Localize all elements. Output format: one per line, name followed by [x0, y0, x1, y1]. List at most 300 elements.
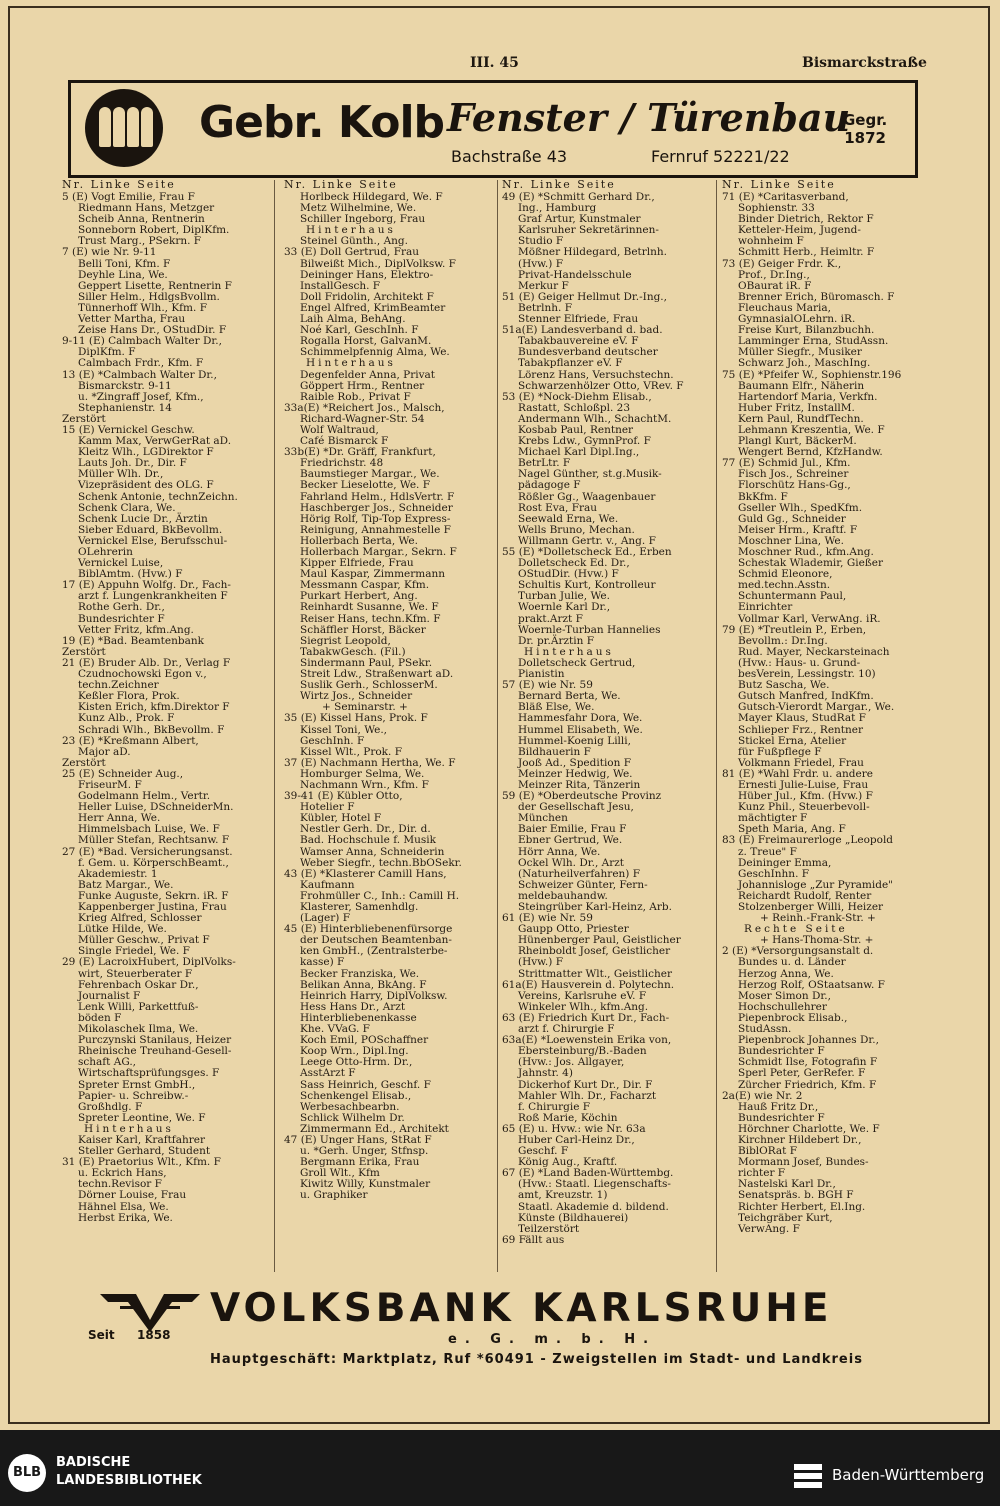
directory-entry: Mikolaschek Ilma, We. [78, 1023, 199, 1036]
directory-entry: Ing., Hamburg [518, 202, 597, 215]
directory-entry: Hochschullehrer [738, 1000, 827, 1013]
directory-entry: Purczynski Stanilaus, Heizer [78, 1034, 232, 1047]
directory-entry: Schenk Antonie, technZeichn. [78, 490, 238, 503]
directory-entry: Jahnstr. 4) [518, 1067, 573, 1080]
kolb-phone: Fernruf 52221/22 [651, 147, 790, 166]
directory-entry: Müller Stefan, Rechtsanw. F [78, 834, 230, 847]
directory-entry: Graf Artur, Kunstmaler [518, 213, 641, 226]
directory-entry: Dörner Louise, Frau [78, 1189, 187, 1202]
directory-entry: 83 (E) Freimaurerloge „Leopold [722, 834, 894, 847]
directory-entry: Wolf Waltraud, [300, 423, 379, 436]
kolb-founded-label: Gegr. [843, 111, 888, 129]
directory-entry: (Hvw.: Haus- u. Grund- [738, 656, 861, 669]
directory-entry: Winkeler Wlh., kfm.Ang. [518, 1000, 649, 1013]
directory-entry: Schimmelpfennig Alma, We. [300, 346, 450, 359]
directory-entry: f. Chirurgie F [518, 1100, 591, 1113]
directory-entry: Godelmann Helm., Vertr. [78, 790, 211, 803]
directory-entry: + Hans-Thoma-Str. + [760, 934, 874, 947]
directory-entry: u. Graphiker [300, 1189, 368, 1202]
directory-entry: Michael Karl Dipl.Ing., [518, 446, 640, 459]
directory-entry: Schuntermann Paul, [738, 590, 847, 603]
directory-entry: Streit Ldw., Straßenwart aD. [300, 668, 454, 681]
directory-entry: OLehrerin [78, 546, 133, 558]
directory-entry: Schiller Ingeborg, Frau [300, 213, 426, 226]
directory-entry: Ockel Wlh. Dr., Arzt [518, 856, 624, 869]
directory-entry: Merkur F [518, 279, 569, 292]
directory-entry: Seewald Erna, We. [518, 512, 619, 525]
directory-entry: Hauß Fritz Dr., [738, 1100, 819, 1113]
directory-entry: 69 Fällt aus [502, 1233, 565, 1246]
directory-entry: Sonneborn Robert, DiplKfm. [78, 224, 230, 237]
directory-entry: Mößner Hildegard, Betrlnh. [518, 246, 668, 259]
directory-entry: Bevollm.: Dr.Ing. [738, 634, 828, 647]
directory-entry: Müller Wlh. Dr., [78, 468, 164, 481]
directory-entry: Hummel-Koenig Lilli, [518, 734, 631, 747]
directory-entry: Hörr Anna, We. [518, 845, 601, 858]
directory-entry: Trust Marg., PSekrn. F [78, 235, 202, 248]
directory-column-4 [722, 178, 932, 1274]
directory-entry: arzt f. Lungenkrankheiten F [78, 590, 228, 603]
directory-entry: Doll Fridolin, Architekt F [300, 290, 434, 303]
directory-entry: Zürcher Friedrich, Kfm. F [738, 1078, 877, 1091]
directory-entry: 73 (E) Geiger Frdr. K., [722, 257, 842, 270]
directory-entry: 59 (E) *Oberdeutsche Provinz [502, 790, 662, 803]
directory-entry: GeschInhn. F [738, 867, 810, 880]
directory-entry: 51 (E) Geiger Hellmut Dr.-Ing., [502, 290, 667, 303]
directory-entry: Schlieper Frz., Rentner [738, 723, 864, 736]
directory-entry: Bundesverband deutscher [518, 346, 658, 359]
directory-entry: Fleuchaus Maria, [738, 301, 831, 314]
directory-entry: Kissel Wlt., Prok. F [300, 745, 403, 758]
directory-entry: DiplKfm. F [78, 346, 136, 359]
directory-entry: Maul Kaspar, Zimmermann [300, 568, 446, 581]
directory-entry: Heinrich Harry, DiplVolksw. [300, 989, 448, 1002]
directory-entry: Florschütz Hans-Gg., [738, 479, 851, 492]
directory-entry: Bundesrichter F [78, 612, 165, 625]
directory-entry: 33b(E) *Dr. Gräff, Frankfurt, [284, 446, 436, 459]
directory-entry: Bergmann Erika, Frau [300, 1156, 420, 1169]
directory-entry: Schmid Eleonore, [738, 568, 833, 581]
directory-entry: TabakwGesch. (Fil.) [300, 645, 406, 658]
directory-entry: Willmann Gertr. v., Ang. F [518, 534, 656, 547]
directory-entry: Riedmann Hans, Metzger [78, 202, 215, 215]
directory-entry: Bad. Hochschule f. Musik [300, 834, 437, 847]
directory-entry: Vernickel Else, Berufsschul- [78, 534, 228, 547]
directory-entry: Vollmar Karl, VerwAng. iR. [738, 612, 881, 625]
directory-entry: 77 (E) Schmid Jul., Kfm. [722, 457, 851, 470]
directory-entry: Bilweißt Mich., DiplVolksw. F [300, 257, 456, 270]
directory-entry: Klasterer, Samenhdlg. [300, 901, 419, 913]
directory-entry: Nagel Günther, st.g.Musik- [518, 468, 662, 481]
directory-column-3 [502, 178, 712, 1274]
directory-entry: Müller Geschw., Privat F [78, 934, 210, 947]
directory-entry: Himmelsbach Luise, We. F [78, 823, 220, 836]
directory-entry: Bismarckstr. 9-11 [78, 379, 172, 392]
directory-entry: Lehmann Kreszentia, We. F [738, 423, 885, 436]
baden-wuerttemberg-label: Baden-Württemberg [832, 1466, 985, 1484]
directory-entry: Keßler Flora, Prok. [78, 690, 180, 703]
directory-entry: Kappenberger Justina, Frau [78, 901, 227, 913]
volksbank-advertisement [50, 1282, 950, 1382]
directory-entry: Hinterhaus [524, 645, 614, 658]
directory-entry: Single Friedel, We. F [78, 945, 190, 958]
directory-entry: 29 (E) LacroixHubert, DiplVolks- [62, 956, 236, 969]
directory-entry: Staatl. Akademie d. bildend. [518, 1200, 669, 1213]
directory-entry: Bläß Else, We. [518, 701, 595, 714]
directory-entry: Reinigung, Annahmestelle F [300, 523, 451, 536]
directory-entry: Dickerhof Kurt Dr., Dir. F [518, 1078, 653, 1091]
directory-entry: Moschner Rud., kfm.Ang. [738, 546, 874, 558]
directory-entry: Meinzer Rita, Tänzerin [518, 778, 641, 791]
directory-entry: Kosbab Paul, Rentner [518, 423, 634, 436]
directory-entry: Spreter Leontine, We. F [78, 1111, 206, 1124]
directory-entry: amt, Kreuzstr. 1) [518, 1189, 608, 1202]
directory-entry: Jooß Ad., Spedition F [518, 756, 632, 769]
directory-entry: schaft AG., [78, 1056, 137, 1069]
directory-entry: wohnheim F [738, 235, 804, 248]
directory-entry: Kamm Max, VerwGerRat aD. [78, 435, 232, 448]
directory-entry: Kunz Phil., Steuerbevoll- [738, 801, 870, 814]
blb-name-line-1: BADISCHE [56, 1455, 131, 1470]
directory-entry: Teilzerstört [518, 1222, 580, 1235]
directory-entry: Woernle-Turban Hannelies [518, 623, 661, 636]
directory-entry: z. Treue" F [738, 845, 797, 858]
directory-entry: Sophienstr. 33 [738, 202, 815, 215]
directory-entry: Schradi Wlh., BkBevollm. F [78, 723, 225, 736]
directory-entry: Nestler Gerh. Dr., Dir. d. [300, 823, 431, 836]
directory-entry: prakt.Arzt F [518, 612, 583, 625]
directory-column-2 [284, 178, 494, 1274]
directory-entry: richter F [738, 1167, 786, 1180]
directory-entry: Schwarz Joh., MaschIng. [738, 357, 871, 370]
directory-entry: Ernesti Julie-Luise, Frau [738, 778, 869, 791]
directory-entry: Rud. Mayer, Neckarsteinach [738, 645, 890, 658]
directory-entry: Leege Otto-Hrm. Dr., [300, 1056, 413, 1069]
directory-entry: 13 (E) *Calmbach Walter Dr., [62, 368, 217, 381]
directory-entry: Schultis Kurt, Kontrolleur [518, 579, 656, 592]
blb-logo-icon: BLB [8, 1454, 46, 1492]
directory-entry: Woernle Karl Dr., [518, 601, 611, 614]
directory-entry: Calmbach Frdr., Kfm. F [78, 357, 204, 370]
directory-entry: GeschInh. F [300, 734, 365, 747]
directory-entry: 65 (E) u. Hvw.: wie Nr. 63a [502, 1122, 646, 1135]
directory-entry: Plangl Kurt, BäckerM. [738, 435, 857, 448]
directory-entry: König Aug., Kraftf. [518, 1156, 618, 1169]
directory-entry: Suslik Gerh., SchlosserM. [300, 679, 438, 692]
directory-entry: Lauts Joh. Dr., Dir. F [78, 457, 187, 470]
directory-entry: Rastatt, Schloßpl. 23 [518, 401, 631, 414]
directory-entry: Nastelski Karl Dr., [738, 1178, 836, 1191]
directory-entry: Zerstört [62, 412, 106, 425]
page-number: III. 45 [470, 55, 519, 71]
directory-entry: Gutsch Manfred, IndKfm. [738, 690, 874, 703]
directory-entry: Hörchner Charlotte, We. F [738, 1122, 880, 1135]
directory-entry: Metz Wilhelmine, We. [300, 202, 417, 215]
directory-entry: Deyhle Lina, We. [78, 268, 168, 281]
directory-entry: Betrlnh. F [518, 301, 573, 314]
directory-entry: Schestak Wlademir, Gießer [738, 557, 884, 570]
directory-entry: Butz Sascha, We. [738, 679, 830, 692]
directory-entry: Fahrland Helm., HdlsVertr. F [300, 490, 455, 503]
directory-entry: Baumstieger Margar., We. [300, 468, 440, 481]
directory-entry: AsstArzt F [300, 1067, 356, 1080]
directory-entry: f. Gem. u. KörperschBeamt., [78, 856, 229, 869]
kolb-trade: Fenster / Türenbau [447, 95, 851, 140]
directory-entry: Schäffler Horst, Bäcker [300, 623, 426, 636]
directory-entry: Binder Dietrich, Rektor F [738, 213, 874, 226]
directory-entry: Steller Gerhard, Student [78, 1145, 211, 1158]
directory-entry: Journalist F [78, 989, 141, 1002]
directory-entry: 81 (E) *Wahl Frdr. u. andere [722, 767, 873, 780]
directory-entry: Zerstört [62, 645, 106, 658]
directory-entry: Freise Kurt, Bilanzbuchh. [738, 324, 875, 337]
directory-entry: Fehrenbach Oskar Dr., [78, 978, 199, 991]
directory-entry: Rothe Gerh. Dr., [78, 601, 165, 614]
directory-entry: Guld Gg., Schneider [738, 512, 846, 525]
directory-entry: Hartendorf Maria, Verkfn. [738, 390, 878, 403]
directory-entry: 43 (E) *Klasterer Camill Hans, [284, 867, 447, 880]
directory-entry: Lamminger Erna, StudAssn. [738, 335, 889, 348]
directory-entry: 55 (E) *Dolletscheck Ed., Erben [502, 546, 672, 558]
directory-entry: Gaupp Otto, Priester [518, 923, 629, 936]
directory-entry: GymnasialOLehrn. iR. [738, 313, 856, 326]
directory-entry: Steinel Günth., Ang. [300, 235, 408, 248]
directory-entry: Schenkengel Elisab., [300, 1089, 412, 1102]
directory-entry: 25 (E) Schneider Aug., [62, 767, 184, 780]
column-heading: Nr. Linke Seite [62, 178, 176, 191]
directory-entry: Herzog Rolf, OStaatsanw. F [738, 978, 885, 991]
directory-entry: 27 (E) *Bad. Versicherungsanst. [62, 845, 233, 858]
directory-entry: Pianistin [518, 668, 565, 681]
directory-entry: Bernard Berta, We. [518, 690, 621, 703]
directory-entry: 53 (E) *Nock-Diehm Elisab., [502, 390, 652, 403]
kolb-address: Bachstraße 43 [451, 147, 568, 166]
directory-entry: Wirtz Jos., Schneider [300, 690, 413, 703]
directory-entry: Kisten Erich, kfm.Direktor F [78, 701, 230, 714]
directory-entry: Sperl Peter, GerRefer. F [738, 1067, 866, 1080]
directory-entry: Kaiser Karl, Kraftfahrer [78, 1133, 205, 1146]
directory-entry: Fisch Jos., Schreiner [738, 468, 849, 481]
directory-entry: Richard-Wagner-Str. 54 [300, 412, 425, 425]
directory-entry: Vetter Fritz, kfm.Ang. [78, 623, 194, 636]
directory-entry: Ebersteinburg/B.-Baden [518, 1045, 647, 1058]
directory-entry: Schweizer Günter, Fern- [518, 878, 648, 891]
directory-entry: Deininger Emma, [738, 856, 832, 869]
directory-entry: OStudDir. (Hvw.) F [518, 568, 619, 581]
directory-entry: Groll Wlt., Kfm [300, 1167, 380, 1180]
directory-entry: 37 (E) Nachmann Hertha, We. F [284, 756, 456, 769]
directory-entry: Hinterbliebenenkasse [300, 1011, 417, 1024]
volksbank-since-label: Seit [88, 1328, 115, 1342]
directory-entry: + Reinh.-Frank-Str. + [760, 912, 876, 925]
directory-entry: OBaurat iR. F [738, 279, 812, 292]
directory-entry: Lörenz Hans, Versuchstechn. [518, 368, 674, 381]
kolb-founded-year: 1872 [844, 129, 886, 147]
directory-entry: 63a(E) *Loewenstein Erika von, [502, 1034, 672, 1047]
directory-entry: 2 (E) *Versorgungsanstalt d. [722, 945, 874, 958]
directory-entry: Geppert Lisette, Rentnerin F [78, 279, 232, 292]
directory-entry: Rogalla Horst, GalvanM. [300, 335, 432, 348]
directory-entry: Funke Auguste, Sekrn. iR. F [78, 889, 229, 902]
directory-entry: Piepenbrock Johannes Dr., [738, 1034, 879, 1047]
directory-entry: Rechte Seite [744, 923, 848, 936]
directory-entry: 33a(E) *Reichert Jos., Malsch, [284, 401, 445, 414]
directory-entry: BkKfm. F [738, 490, 788, 503]
directory-entry: Reichardt Rudolf, Renter [738, 889, 872, 902]
directory-entry: Kübler, Hotel F [300, 812, 382, 825]
directory-entry: Hollerbach Margar., Sekrn. F [300, 546, 457, 558]
directory-entry: Tabakpflanzer eV. F [518, 357, 623, 370]
library-footer [0, 1430, 1000, 1506]
directory-entry: Wells Bruno, Mechan. [518, 523, 635, 536]
directory-entry: Prof., Dr.Ing., [738, 268, 810, 281]
directory-entry: Vernickel Luise, [78, 557, 164, 570]
directory-entry: Zerstört [62, 756, 106, 769]
directory-entry: 7 (E) wie Nr. 9-11 [62, 246, 157, 259]
directory-entry: BiblAmtm. (Hvw.) F [78, 568, 183, 581]
directory-entry: Hinterhaus [306, 357, 396, 370]
directory-entry: Einrichter [738, 601, 793, 614]
directory-entry: + Seminarstr. + [322, 701, 408, 714]
directory-entry: Lütke Hilde, We. [78, 923, 167, 936]
directory-entry: Koop Wrn., Dipl.Ing. [300, 1045, 409, 1058]
directory-entry: u. *Gerh. Unger, Stfnsp. [300, 1145, 429, 1158]
directory-entry: Horlbeck Hildegard, We. F [300, 191, 443, 203]
directory-entry: Herbst Erika, We. [78, 1211, 173, 1224]
directory-entry: Hummel Elisabeth, We. [518, 723, 643, 736]
directory-entry: Siller Helm., HdlgsBvollm. [78, 290, 220, 303]
directory-entry: Meiser Hrm., Kraftf. F [738, 523, 858, 536]
directory-entry: 9-11 (E) Calmbach Walter Dr., [62, 335, 222, 348]
directory-entry: Vereins, Karlsruhe eV. F [518, 989, 647, 1002]
directory-entry: 49 (E) *Schmitt Gerhard Dr., [502, 191, 655, 203]
directory-entry: 21 (E) Bruder Alb. Dr., Verlag F [62, 656, 231, 669]
directory-entry: 5 (E) Vogt Emilie, Frau F [62, 191, 195, 203]
directory-entry: Herr Anna, We. [78, 812, 161, 825]
directory-entry: Kipper Elfriede, Frau [300, 557, 414, 570]
column-divider [716, 180, 717, 1272]
directory-entry: Sass Heinrich, Geschf. F [300, 1078, 431, 1091]
directory-entry: 75 (E) *Pfeifer W., Sophienstr.196 [722, 368, 902, 381]
directory-entry: 33 (E) Doll Gertrud, Frau [284, 246, 420, 259]
directory-entry: böden F [78, 1011, 122, 1024]
directory-entry: Khe. VVaG. F [300, 1023, 370, 1036]
directory-entry: Friedrichstr. 48 [300, 457, 384, 470]
directory-entry: Johannisloge „Zur Pyramide" [738, 878, 893, 891]
directory-entry: Hotelier F [300, 801, 355, 814]
directory-entry: Huber Fritz, InstallM. [738, 401, 855, 414]
directory-entry: Dolletscheck Ed. Dr., [518, 557, 630, 570]
directory-entry: Rheinische Treuhand-Gesell- [78, 1045, 232, 1058]
directory-entry: Dolletscheck Gertrud, [518, 656, 636, 669]
directory-entry: Meinzer Hedwig, We. [518, 767, 633, 780]
directory-entry: Belikan Anna, BkAng. F [300, 978, 427, 991]
directory-entry: 57 (E) wie Nr. 59 [502, 679, 593, 692]
directory-entry: Brenner Erich, Büromasch. F [738, 290, 895, 303]
directory-entry: Engel Alfred, KrimBeamter [300, 301, 446, 314]
directory-entry: mächtigter F [738, 812, 808, 825]
blb-name [56, 1454, 202, 1490]
directory-entry: Steingrüber Karl-Heinz, Arb. [518, 901, 672, 913]
directory-entry: Piepenbrock Elisab., [738, 1011, 848, 1024]
directory-entry: Schlick Wilhelm Dr. [300, 1111, 405, 1124]
directory-entry: Hess Hans Dr., Arzt [300, 1000, 406, 1013]
column-heading: Nr. Linke Seite [502, 178, 616, 191]
directory-entry: Geschf. F [518, 1145, 569, 1158]
directory-entry: Raible Rob., Privat F [300, 390, 411, 403]
directory-entry: Müller Siegfr., Musiker [738, 346, 862, 359]
directory-entry: (Hvw.) F [518, 257, 563, 270]
directory-entry: 67 (E) *Land Baden-Württembg. [502, 1167, 674, 1180]
directory-entry: Krebs Ldw., GymnProf. F [518, 435, 651, 448]
directory-entry: Künste (Bildhauerei) [518, 1211, 629, 1224]
directory-entry: Ketteler-Heim, Jugend- [738, 224, 861, 237]
directory-entry: 19 (E) *Bad. Beamtenbank [62, 634, 204, 647]
directory-entry: (Hvw.) F [518, 956, 563, 969]
directory-entry: Gutsch-Vierordt Margar., We. [738, 701, 895, 714]
directory-entry: Wamser Anna, Schneiderin [300, 845, 445, 858]
directory-entry: Stickel Erna, Atelier [738, 734, 847, 747]
directory-entry: Spreter Ernst GmbH., [78, 1078, 196, 1091]
directory-entry: Moser Simon Dr., [738, 989, 831, 1002]
directory-entry: Mormann Josef, Bundes- [738, 1156, 869, 1169]
directory-entry: Karlsruher Sekretärinnen- [518, 224, 659, 237]
directory-entry: Werbesachbearbn. [300, 1100, 400, 1113]
kolb-company-name: Gebr. Kolb [199, 97, 445, 148]
volksbank-since [88, 1328, 170, 1342]
directory-entry: Hörig Rolf, Tip-Top Express- [300, 512, 451, 525]
directory-entry: Hünenberger Paul, Geistlicher [518, 934, 681, 947]
directory-entry: Hähnel Elsa, We. [78, 1200, 169, 1213]
directory-entry: Rost Eva, Frau [518, 501, 598, 514]
directory-entry: Hinterhaus [306, 224, 396, 237]
directory-entry: techn.Zeichner [78, 679, 159, 692]
directory-entry: Nachmann Wrn., Kfm. F [300, 778, 429, 791]
directory-entry: Rheinboldt Josef, Geistlicher [518, 945, 671, 958]
directory-entry: ken GmbH., (Zentralsterbe- [300, 945, 448, 958]
directory-entry: Schmidt Ilse, Fotografin F [738, 1056, 878, 1069]
directory-entry: pädagoge F [518, 479, 581, 492]
directory-entry: Herzog Anna, We. [738, 967, 834, 980]
directory-entry: Major aD. [78, 745, 131, 758]
directory-entry: Batz Margar., We. [78, 878, 174, 891]
directory-entry: Vetter Martha, Frau [78, 313, 186, 326]
directory-entry: 63 (E) Friedrich Kurt Dr., Fach- [502, 1011, 670, 1024]
directory-entry: Tabakbauvereine eV. F [518, 335, 639, 348]
directory-entry: (Hvw.: Staatl. Liegenschafts- [518, 1178, 671, 1191]
volksbank-legal-form: e. G. m. b. H. [448, 1332, 657, 1347]
directory-entry: FriseurM. F [78, 778, 142, 791]
directory-entry: Purkart Herbert, Ang. [300, 590, 418, 603]
directory-entry: Schenk Clara, We. [78, 501, 176, 514]
directory-entry: 31 (E) Praetorius Wlt., Kfm. F [62, 1156, 221, 1169]
directory-entry: Zeise Hans Dr., OStudDir. F [78, 324, 227, 337]
directory-entry: Roß Marie, Köchin [518, 1111, 618, 1124]
directory-entry: Czudnochowski Egon v., [78, 668, 207, 681]
directory-entry: Lenk Willi, Parkettfuß- [78, 1000, 199, 1013]
directory-entry: Speth Maria, Ang. F [738, 823, 846, 836]
column-heading: Nr. Linke Seite [722, 178, 836, 191]
directory-entry: Noé Karl, GeschInh. F [300, 324, 419, 337]
directory-entry: 71 (E) *Caritasverband, [722, 191, 849, 203]
directory-column-1 [62, 178, 268, 1274]
directory-entry: 47 (E) Unger Hans, StRat F [284, 1133, 432, 1146]
directory-entry: Schmitt Herb., Heimltr. F [738, 246, 875, 259]
directory-entry: Stenner Elfriede, Frau [518, 313, 639, 326]
directory-entry: Richter Herbert, El.Ing. [738, 1200, 866, 1213]
directory-entry: Papier- u. Schreibw.- [78, 1089, 189, 1102]
directory-entry: Schwarzenhölzer Otto, VRev. F [518, 379, 684, 392]
